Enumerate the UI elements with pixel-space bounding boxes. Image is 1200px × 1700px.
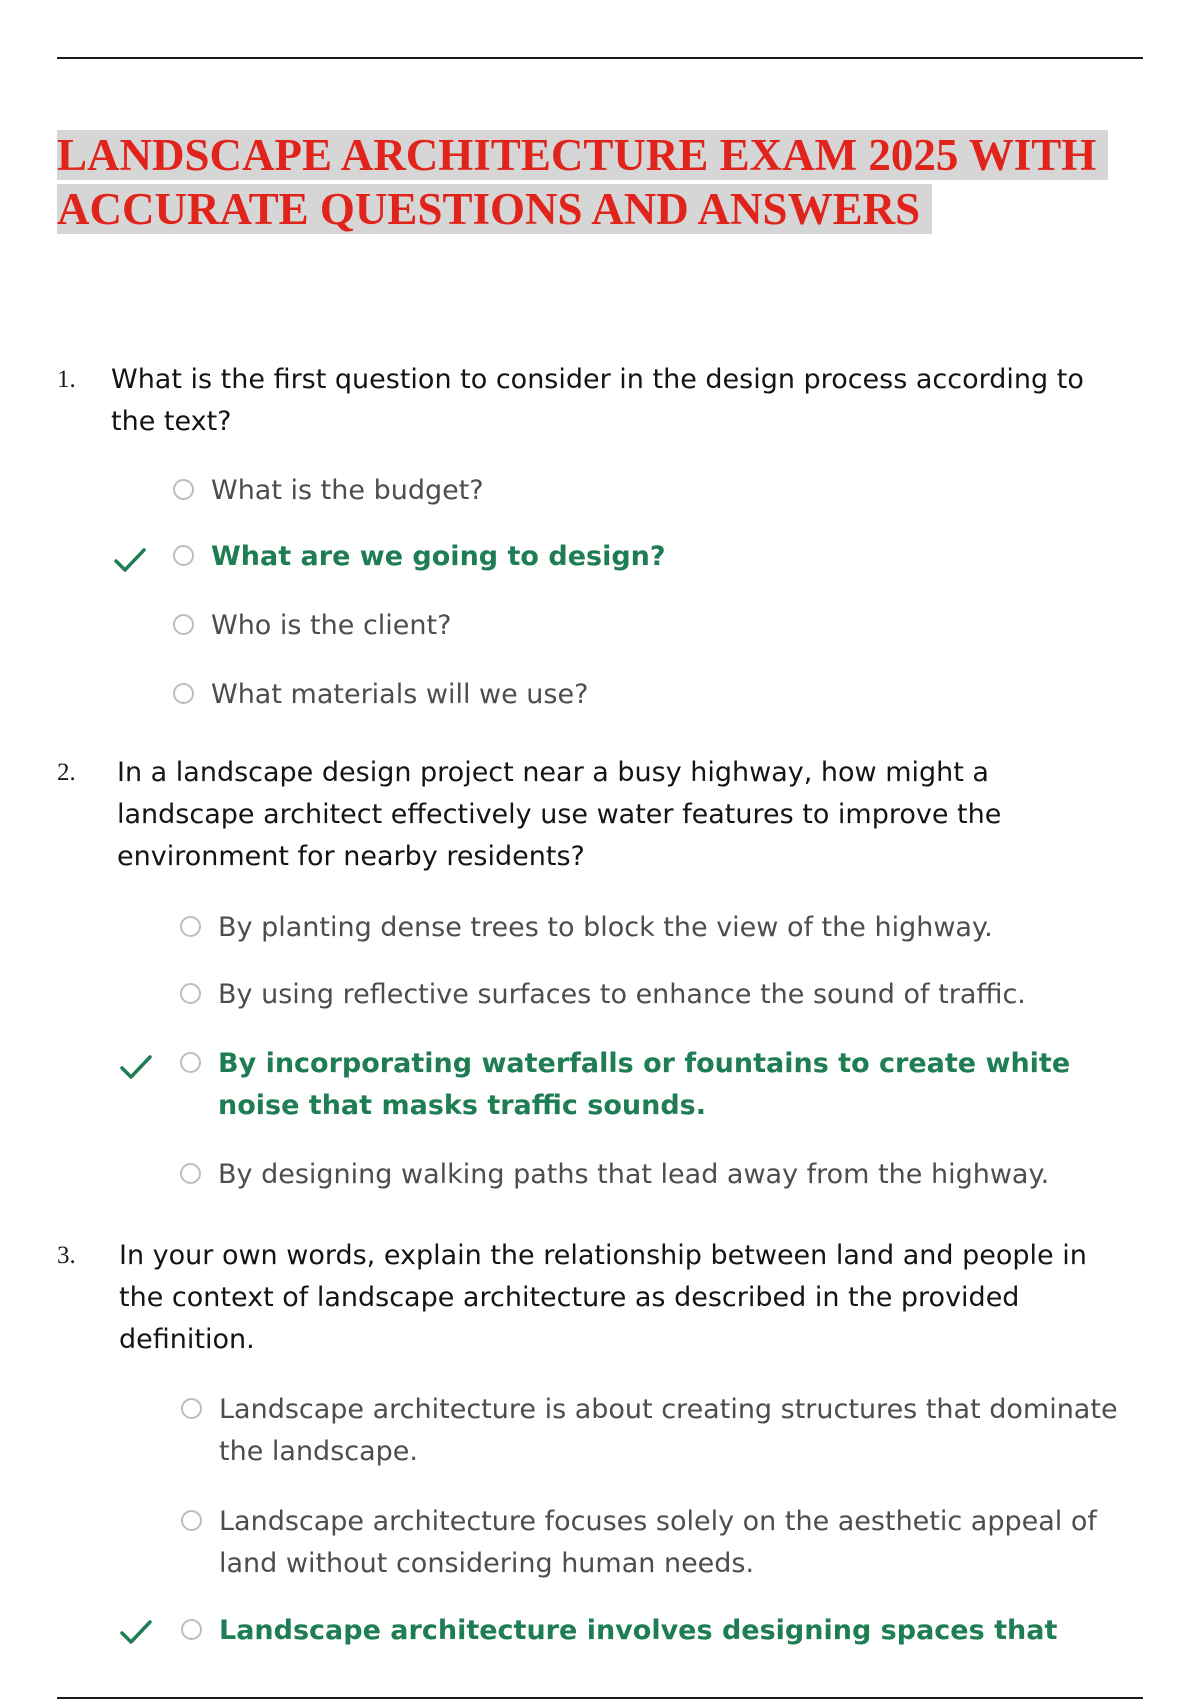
check-icon bbox=[119, 1618, 153, 1646]
answer-option-text: Landscape architecture is about creating structures that dominate the landscape. bbox=[219, 1394, 1118, 1467]
radio-circle-icon[interactable] bbox=[181, 1619, 202, 1640]
question-number: 3. bbox=[57, 1242, 76, 1269]
question-text: In a landscape design project near a busy highway, how might a landscape architect effectively use water features to improve the environment for nearby residents? bbox=[117, 757, 1002, 872]
radio-circle-icon[interactable] bbox=[173, 545, 194, 566]
radio-circle-icon[interactable] bbox=[180, 983, 201, 1004]
radio-circle-icon[interactable] bbox=[180, 1052, 201, 1073]
answer-option-text: Landscape architecture focuses solely on the aesthetic appeal of land without considering human needs. bbox=[219, 1506, 1097, 1579]
answer-option-text: What is the budget? bbox=[211, 475, 484, 506]
question-text: In your own words, explain the relationship between land and people in the context of landscape architecture as described in the provided definition. bbox=[119, 1240, 1087, 1355]
document-title bbox=[57, 128, 1157, 236]
question-text: What is the first question to consider in the design process according to the text? bbox=[111, 364, 1084, 437]
title-line-1: LANDSCAPE ARCHITECTURE EXAM 2025 WITH bbox=[57, 130, 1108, 180]
answer-option-text: Who is the client? bbox=[211, 610, 452, 641]
bottom-rule bbox=[57, 1697, 1143, 1699]
answer-option-text: By designing walking paths that lead away from the highway. bbox=[218, 1159, 1050, 1190]
radio-circle-icon[interactable] bbox=[181, 1398, 202, 1419]
answer-option-text: Landscape architecture involves designing spaces that bbox=[219, 1615, 1058, 1646]
answer-option-text: By incorporating waterfalls or fountains to create white noise that masks traffic sounds. bbox=[218, 1048, 1071, 1121]
radio-circle-icon[interactable] bbox=[180, 1163, 201, 1184]
check-icon bbox=[113, 546, 147, 574]
question-number: 1. bbox=[57, 366, 76, 393]
radio-circle-icon[interactable] bbox=[181, 1510, 202, 1531]
radio-circle-icon[interactable] bbox=[173, 614, 194, 635]
question-number: 2. bbox=[57, 759, 76, 786]
check-icon bbox=[119, 1053, 153, 1081]
top-rule bbox=[57, 57, 1143, 59]
title-line-2: ACCURATE QUESTIONS AND ANSWERS bbox=[57, 184, 932, 234]
radio-circle-icon[interactable] bbox=[180, 916, 201, 937]
radio-circle-icon[interactable] bbox=[173, 479, 194, 500]
answer-option-text: What materials will we use? bbox=[211, 679, 589, 710]
answer-option-text: By using reflective surfaces to enhance the sound of traffic. bbox=[218, 979, 1026, 1010]
answer-option-text: What are we going to design? bbox=[211, 541, 666, 572]
radio-circle-icon[interactable] bbox=[173, 683, 194, 704]
answer-option-text: By planting dense trees to block the view of the highway. bbox=[218, 912, 993, 943]
